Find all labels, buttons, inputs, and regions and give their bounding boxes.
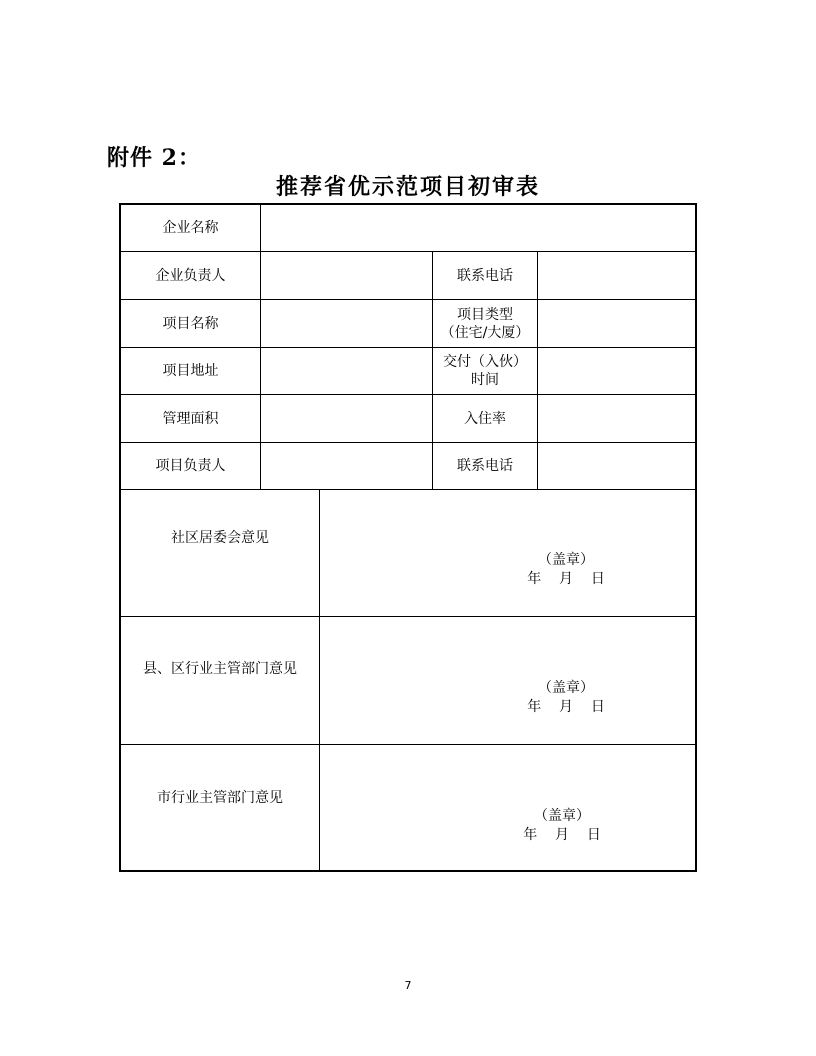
delivery-time-label-line1: 交付（入伙） [443, 354, 527, 370]
stamp-label: （盖章） [538, 680, 594, 696]
day-label: 日 [590, 699, 605, 715]
stamp-block [491, 679, 641, 717]
date-line [487, 826, 637, 845]
contact-phone-label-2: 联系电话 [457, 458, 513, 474]
project-type-label-line2: （住宅/大厦） [440, 324, 530, 341]
project-address-field[interactable] [261, 348, 432, 394]
project-head-field[interactable] [261, 443, 432, 489]
contact-phone-label: 联系电话 [457, 267, 513, 284]
date-line [491, 570, 641, 589]
enterprise-name-field[interactable] [261, 205, 695, 251]
enterprise-name-label: 企业名称 [162, 220, 219, 236]
delivery-time-label [433, 348, 537, 394]
date-line [491, 698, 641, 717]
district-department-opinion-label: 县、区行业主管部门意见 [143, 661, 297, 677]
stamp-block [487, 807, 637, 845]
month-label: 月 [555, 827, 569, 843]
enterprise-head-label: 企业负责人 [155, 267, 226, 284]
day-label: 日 [586, 827, 601, 843]
stamp-label: （盖章） [538, 552, 594, 568]
project-type-label-line1: 项目类型 [457, 306, 513, 323]
occupancy-rate-field[interactable] [538, 395, 695, 442]
delivery-time-field[interactable] [538, 348, 695, 394]
stamp-block [491, 551, 641, 589]
management-area-label: 管理面积 [162, 410, 219, 427]
project-type-label [433, 300, 537, 347]
project-address-label: 项目地址 [162, 363, 219, 379]
community-committee-opinion-label: 社区居委会意见 [171, 530, 269, 546]
contact-phone-field-2[interactable] [538, 443, 695, 489]
contact-phone-field[interactable] [538, 252, 695, 299]
review-form-table [119, 203, 697, 872]
page-number: 7 [404, 979, 412, 992]
year-label: 年 [527, 571, 542, 587]
year-label: 年 [523, 827, 538, 843]
management-area-field[interactable] [261, 395, 432, 442]
month-label: 月 [559, 571, 573, 587]
day-label: 日 [590, 571, 605, 587]
city-department-opinion-label: 市行业主管部门意见 [157, 789, 283, 806]
project-head-label: 项目负责人 [155, 458, 226, 474]
delivery-time-label-line2: 时间 [471, 372, 499, 388]
enterprise-head-field[interactable] [261, 252, 432, 299]
year-label: 年 [527, 699, 542, 715]
project-type-field[interactable] [538, 300, 695, 347]
project-name-label: 项目名称 [162, 315, 219, 332]
attachment-label: 附件 2： [107, 145, 201, 171]
stamp-label: （盖章） [534, 808, 590, 824]
occupancy-rate-label: 入住率 [464, 410, 506, 427]
project-name-field[interactable] [261, 300, 432, 347]
page-title: 推荐省优示范项目初审表 [275, 174, 540, 200]
month-label: 月 [559, 699, 573, 715]
